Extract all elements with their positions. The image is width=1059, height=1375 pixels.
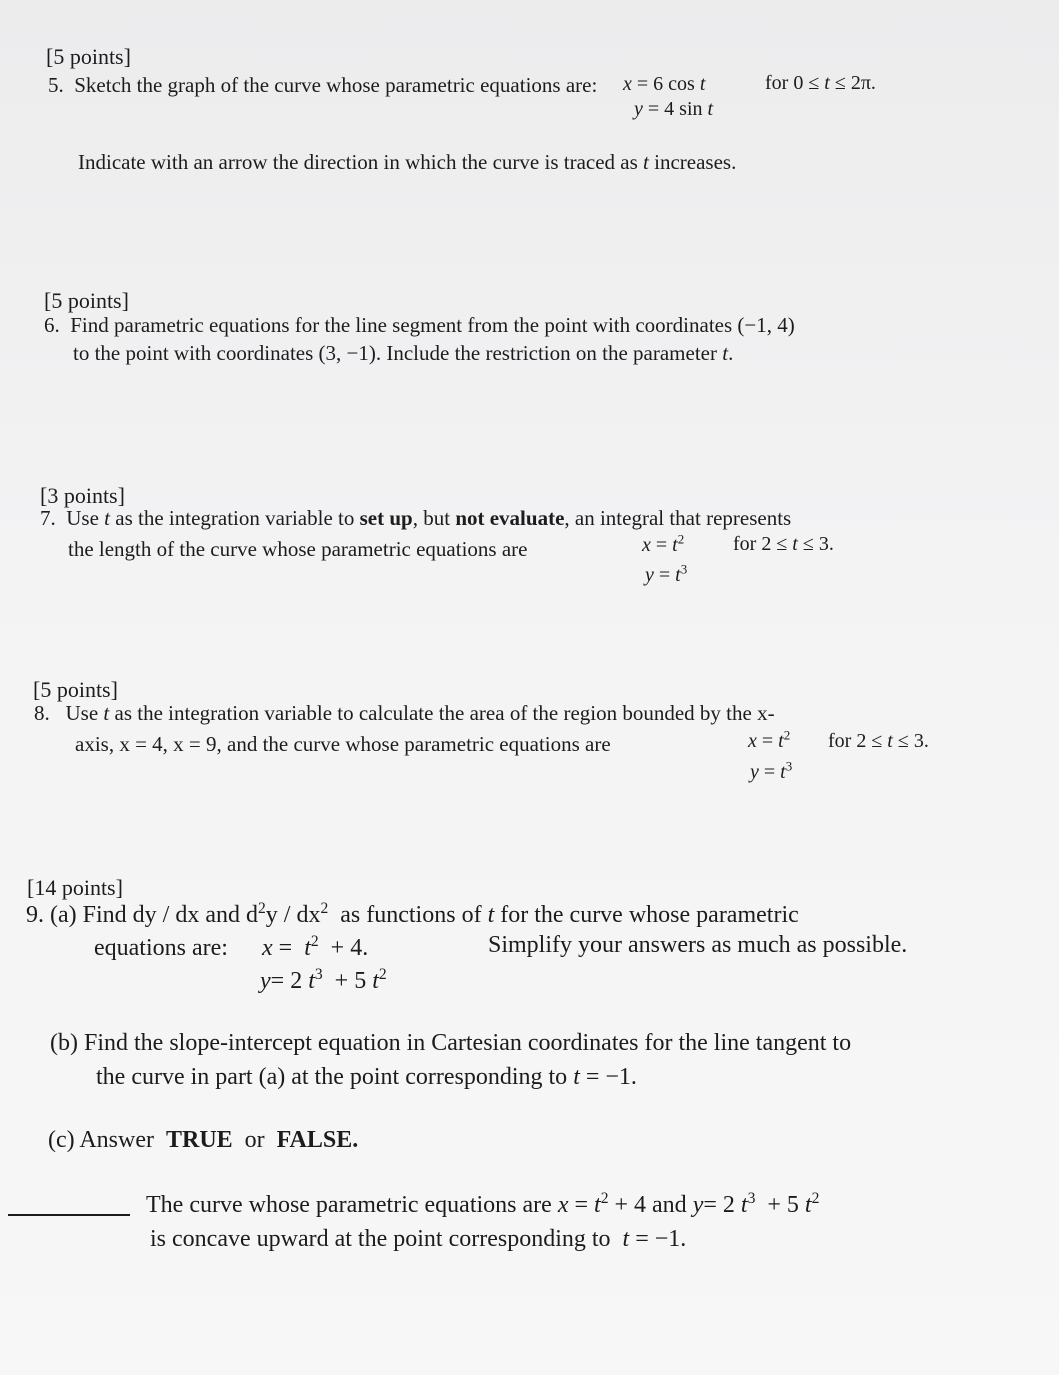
q5-prompt: 5. Sketch the graph of the curve whose parametric equations are:: [48, 73, 598, 97]
q9c-label: (c) Answer TRUE or FALSE.: [48, 1127, 359, 1153]
q9a-simplify: Simplify your answers as much as possible.: [488, 932, 908, 958]
q9a-y-equation: y= 2 $t^3 + 5$ $t^2$: [260, 966, 387, 994]
q8-y-equation: $y = t^3$: [750, 758, 793, 783]
q9b-line2: the curve in part (a) at the point corresponding to t = −1.: [96, 1064, 637, 1090]
q8-line1: 8. Use t as the integration variable to calculate the area of the region bounded by the x-: [34, 701, 775, 725]
q9a-x-equation: $x = t^2 + 4$.: [262, 933, 369, 961]
q5-points: [5 points]: [46, 44, 131, 69]
q9b-line1: (b) Find the slope-intercept equation in Cartesian coordinates for the line tangent to: [50, 1030, 852, 1056]
q7-y-equation: $y = t^3$: [645, 561, 688, 586]
q9c-line1: The curve whose parametric equations are $x = t^2 + 4$ and y= 2 $t^3 + 5$ $t^2$: [146, 1190, 820, 1218]
q8-points: [5 points]: [33, 677, 118, 702]
q5-y-equation: y = 4 sin t: [634, 98, 714, 120]
q6-line1: 6. Find parametric equations for the line segment from the point with coordinates (−1, 4): [44, 313, 795, 337]
q7-line1: 7. Use t as the integration variable to set up, but not evaluate, an integral that represents: [40, 506, 792, 530]
q8-x-equation: $x = t^2$: [748, 727, 791, 752]
q9-points: [14 points]: [27, 875, 123, 900]
q6-points: [5 points]: [44, 288, 129, 313]
q8-line2: axis, x = 4, x = 9, and the curve whose parametric equations are: [75, 732, 611, 756]
q5-instruction: Indicate with an arrow the direction in which the curve is traced as t increases.: [78, 150, 737, 174]
q9a-line2: equations are:: [94, 935, 228, 961]
q7-line2: the length of the curve whose parametric equations are: [68, 537, 528, 561]
q9a-line1: 9. (a) Find dy / dx and $d^2y / dx^2$ as functions of t for the curve whose parametric: [26, 900, 799, 928]
q5-range: for 0 ≤ t ≤ 2π.: [765, 72, 876, 94]
q8-range: for 2 ≤ t ≤ 3.: [828, 730, 929, 752]
q9c-line2: is concave upward at the point corresponding to t = −1.: [150, 1226, 687, 1252]
q7-x-equation: $x = t^2$: [642, 531, 685, 556]
q5-x-equation: x = 6 cos t: [623, 73, 706, 95]
q7-points: [3 points]: [40, 483, 125, 508]
answer-blank[interactable]: [8, 1214, 130, 1216]
q7-range: for 2 ≤ t ≤ 3.: [733, 533, 834, 555]
q6-line2: to the point with coordinates (3, −1). Include the restriction on the parameter t.: [73, 341, 734, 365]
